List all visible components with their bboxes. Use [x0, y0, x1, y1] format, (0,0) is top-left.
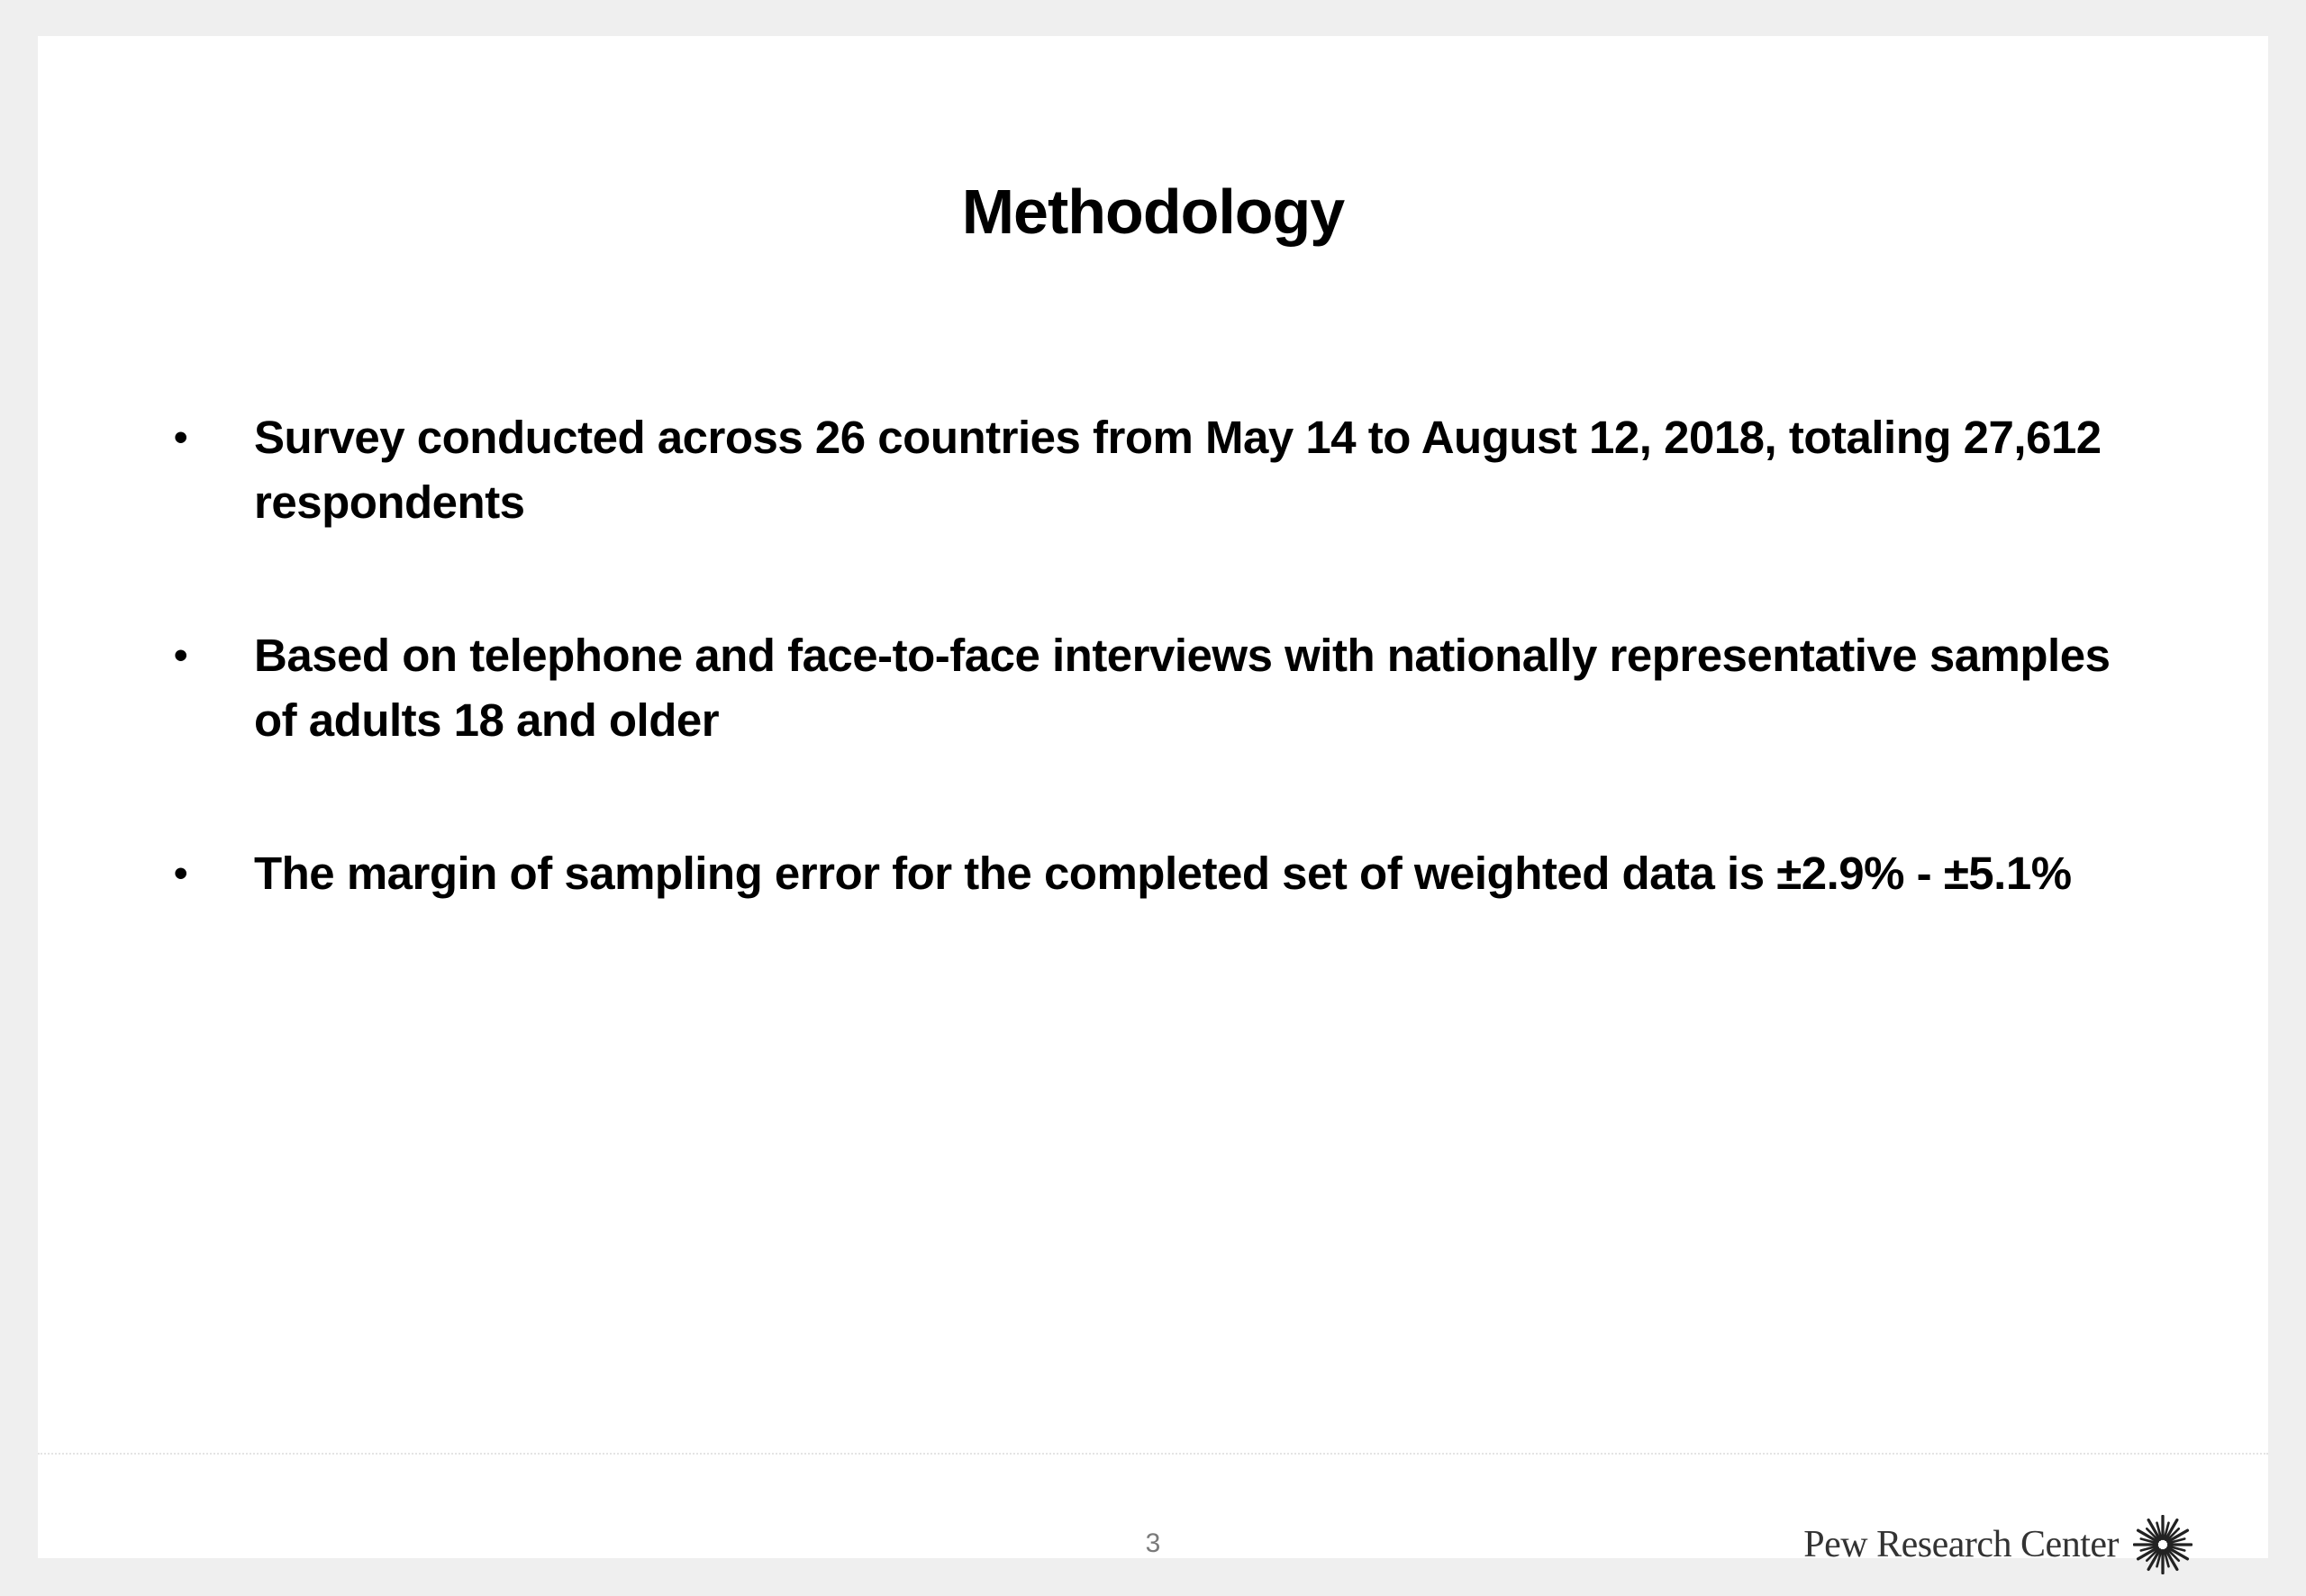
bullet-text: Based on telephone and face-to-face interviews with nationally representative samples of adults 18 and older [254, 630, 2111, 746]
brand-name: Pew Research Center [1803, 1524, 2119, 1565]
bullet-marker: • [174, 415, 187, 459]
bullet-text: Survey conducted across 26 countries from May 14 to August 12, 2018, totaling 27,612 respondents [254, 412, 2102, 528]
sunburst-logo-icon [2133, 1515, 2193, 1574]
page-number: 3 [1145, 1528, 1161, 1558]
bullet-marker: • [174, 851, 187, 895]
slide-title: Methodology [961, 177, 1345, 247]
bullet-item [133, 405, 2160, 535]
brand-footer [1803, 1513, 2193, 1576]
footer-divider [38, 1453, 2268, 1455]
bullet-marker: • [174, 633, 187, 677]
bullet-list [133, 405, 2160, 906]
slide [38, 36, 2268, 1565]
bullet-item [133, 623, 2160, 753]
bullet-text: The margin of sampling error for the completed set of weighted data is ±2.9% - ±5.1% [254, 848, 2072, 899]
bullet-item [133, 841, 2160, 906]
